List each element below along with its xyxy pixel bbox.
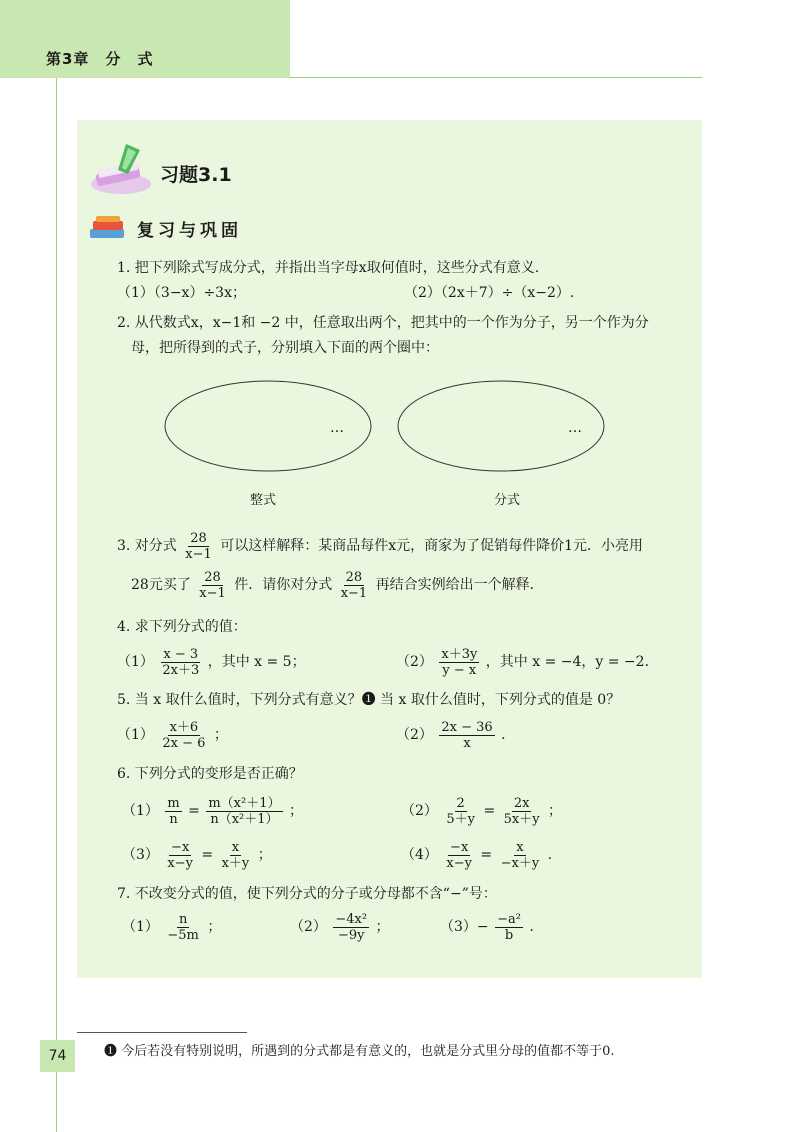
fraction-denominator: x−1 xyxy=(340,585,368,601)
fraction-numerator: n xyxy=(178,911,188,927)
part-label: （1） xyxy=(122,803,159,819)
fraction-numerator: x xyxy=(516,839,524,855)
fraction-numerator: m（x²＋1） xyxy=(208,795,281,811)
part-label: （1） xyxy=(117,727,154,743)
fraction-numerator: −x xyxy=(450,839,469,855)
fraction xyxy=(502,796,542,827)
punctuation: . xyxy=(547,847,553,863)
fraction-numerator: 2 xyxy=(456,795,465,811)
fraction-denominator: y − x xyxy=(442,662,477,678)
question-7-part-2 xyxy=(290,908,390,946)
question-6-part-4: （4） $\frac{-x}{x-y}$ = $\frac{x}{-x+y}$ . xyxy=(401,839,553,871)
part-label: （1） xyxy=(122,919,159,935)
question-6-part-1: （1） $\frac{m}{n}$ = $\frac{\text{m（x²＋1）}}{\text{n（x²＋1）}}$ ； xyxy=(122,795,303,827)
fraction-numerator: m xyxy=(167,795,180,811)
integral-expression-label: 整式 xyxy=(250,493,277,508)
right-circle-ellipsis: … xyxy=(568,420,582,436)
question-3-mid: 可以这样解释：某商品每件x元，商家为了促销每件降价1元．小亮用 xyxy=(220,538,644,554)
part-label: （2） xyxy=(396,654,433,670)
fraction xyxy=(183,531,214,562)
question-7-text: 7. 不改变分式的值，使下列分式的分子或分母都不含“−”号： xyxy=(117,886,497,902)
question-4-text: 4. 求下列分式的值： xyxy=(117,619,247,635)
part-label: （1） xyxy=(117,654,154,670)
fraction xyxy=(495,912,523,943)
fraction xyxy=(333,912,369,943)
question-5-text: 5. 当 x 取什么值时，下列分式有意义？❶ 当 x 取什么值时，下列分式的值是 0？ xyxy=(117,692,621,708)
fraction-denominator: 5＋y xyxy=(446,811,475,827)
fraction-denominator: n（x²＋1） xyxy=(210,811,279,827)
fraction-denominator: x−1 xyxy=(185,546,212,562)
review-books-icon xyxy=(88,215,128,241)
question-2-line-1: 2. 从代数式x，x−1和 −2 中，任意取出两个，把其中的一个作为分子，另一个作为分 xyxy=(117,315,649,331)
part-label: （2） xyxy=(396,727,433,743)
fraction-denominator: 5x＋y xyxy=(503,811,540,827)
fraction-denominator: −5m xyxy=(167,927,199,943)
fraction-denominator: n xyxy=(169,811,178,827)
punctuation: ； xyxy=(548,803,563,819)
fraction-numerator: 28 xyxy=(345,569,363,585)
fraction-denominator: 2x − 6 xyxy=(162,735,206,751)
question-6-text: 6. 下列分式的变形是否正确？ xyxy=(117,766,303,782)
punctuation: ； xyxy=(375,919,390,935)
question-6-part-2: （2） $\frac{2}{5+y}$ = $\frac{2x}{5x+y}$ ； xyxy=(401,795,563,827)
fraction-denominator: x−y xyxy=(167,855,193,871)
part-label: （3） xyxy=(122,847,159,863)
part-label: （3）− xyxy=(440,919,489,935)
question-3-part-b: 件．请你对分式 xyxy=(234,577,333,593)
question-4-part-2 xyxy=(396,643,659,681)
fraction-numerator: x＋6 xyxy=(169,719,199,735)
fraction-denominator: 2x＋3 xyxy=(162,662,200,678)
fraction xyxy=(220,840,252,871)
question-2-line-2: 母，把所得到的式子，分别填入下面的两个圈中： xyxy=(131,340,439,356)
fraction-numerator: x xyxy=(231,839,240,855)
fraction-numerator: −a² xyxy=(497,911,521,927)
punctuation: . xyxy=(501,727,506,743)
part-label: （2） xyxy=(290,919,327,935)
fraction-denominator: x xyxy=(463,735,471,751)
punctuation: ； xyxy=(207,919,222,935)
fraction xyxy=(499,840,542,871)
header-rule xyxy=(290,77,702,78)
question-3-part-c: 再结合实例给出一个解释． xyxy=(375,577,544,593)
fraction-numerator: 2x − 36 xyxy=(441,719,493,735)
question-3-prefix: 3. 对分式 xyxy=(117,538,177,554)
question-4-part-1 xyxy=(117,643,306,681)
punctuation: ； xyxy=(288,803,303,819)
exercise-title: 习题3.1 xyxy=(160,164,232,186)
condition-text: ，其中 x = 5； xyxy=(207,654,306,670)
question-7-part-1 xyxy=(122,908,221,946)
fraction-denominator: −9y xyxy=(337,927,365,943)
left-circle-ellipsis: … xyxy=(330,420,344,436)
fraction xyxy=(444,796,477,827)
fraction xyxy=(439,720,494,751)
condition-text: ，其中 x = −4，y = −2． xyxy=(485,654,659,670)
question-5-part-2 xyxy=(396,716,506,754)
fraction xyxy=(444,840,474,871)
question-3-part-a: 28元买了 xyxy=(131,577,191,593)
question-1-text: 1. 把下列除式写成分式，并指出当字母x取何值时，这些分式有意义. xyxy=(117,260,540,276)
part-label: （4） xyxy=(401,847,438,863)
fraction-numerator: −4x² xyxy=(335,911,368,927)
fraction xyxy=(160,647,201,678)
question-3-line-1 xyxy=(117,527,643,565)
punctuation: . xyxy=(529,919,534,935)
punctuation: ； xyxy=(213,727,228,743)
fraction-numerator: 28 xyxy=(204,569,221,585)
question-7-part-3 xyxy=(440,908,534,946)
chapter-title: 第3章 分 式 xyxy=(46,50,154,68)
fraction xyxy=(206,796,282,827)
question-1-part-2: （2）（2x＋7）÷（x−2）. xyxy=(404,285,575,301)
fraction-denominator: b xyxy=(504,927,514,943)
question-1-part-1: （1）（3−x）÷3x； xyxy=(117,285,246,301)
fraction xyxy=(165,912,201,943)
question-3-line-2 xyxy=(131,566,544,604)
fraction-numerator: 28 xyxy=(190,530,207,546)
fraction xyxy=(165,796,181,827)
fraction-label: 分式 xyxy=(494,493,521,508)
sorting-circles xyxy=(160,380,610,480)
fraction-numerator: −x xyxy=(171,839,190,855)
fraction-numerator: 2x xyxy=(513,795,530,811)
left-margin-rule xyxy=(56,78,57,1132)
question-5-part-1 xyxy=(117,716,228,754)
part-label: （2） xyxy=(401,803,438,819)
fraction-denominator: x−1 xyxy=(199,585,226,601)
footnote-rule xyxy=(77,1032,247,1033)
fraction xyxy=(165,840,195,871)
fraction xyxy=(339,570,370,601)
page-number: 74 xyxy=(40,1040,75,1072)
fraction xyxy=(197,570,228,601)
question-6-part-3: （3） $\frac{-x}{x-y}$ = $\frac{x}{x+y}$ ； xyxy=(122,839,272,871)
fraction-denominator: x＋y xyxy=(221,855,250,871)
fraction-numerator: x＋3y xyxy=(441,646,478,662)
fraction xyxy=(160,720,207,751)
section-title: 复习与巩固 xyxy=(137,221,242,241)
punctuation: ； xyxy=(257,847,272,863)
fraction-denominator: x−y xyxy=(446,855,472,871)
footnote: ❶ 今后若没有特别说明，所遇到的分式都是有意义的，也就是分式里分母的值都不等于0. xyxy=(104,1044,615,1059)
fraction-denominator: −x＋y xyxy=(500,855,540,871)
exercise-book-icon xyxy=(88,140,154,198)
fraction xyxy=(439,647,479,678)
fraction-numerator: x − 3 xyxy=(163,646,199,662)
